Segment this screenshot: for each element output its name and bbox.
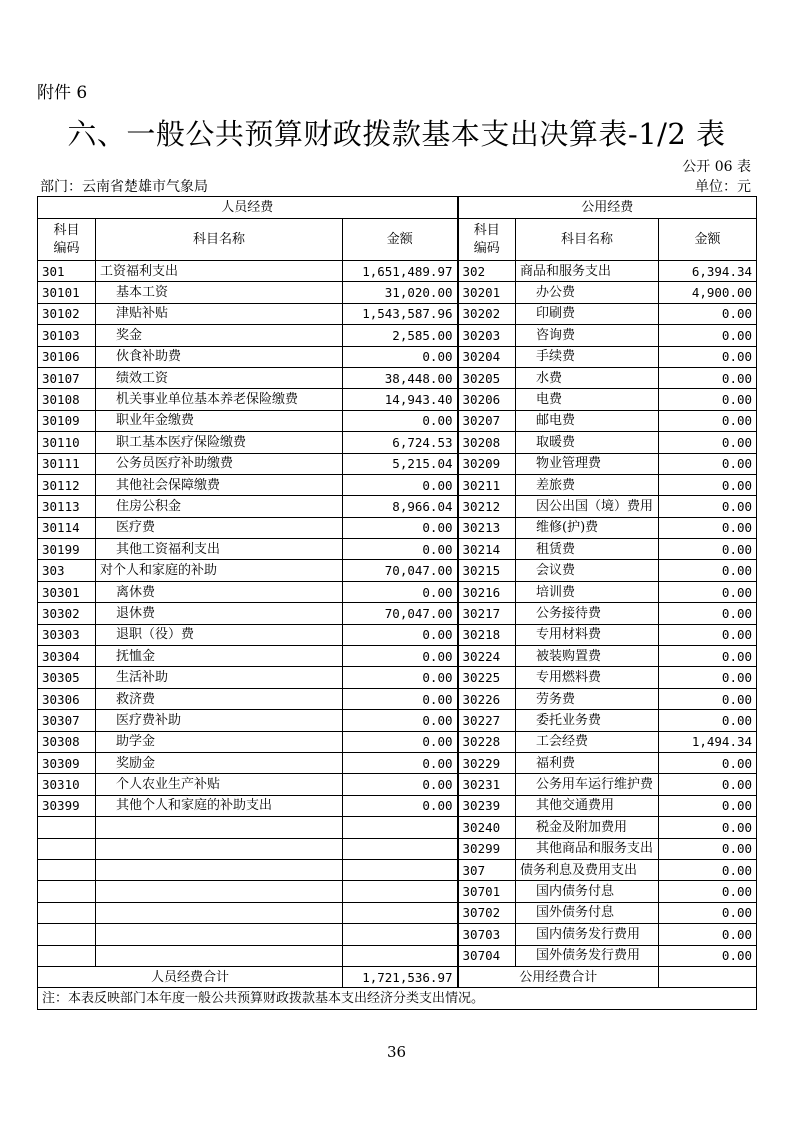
table-row (38, 688, 757, 709)
header-code-right: 科目 编码 (458, 219, 516, 261)
form-number: 公开 06 表 (682, 159, 751, 175)
table-row (38, 945, 757, 966)
left-name-cell: 其他社会保障缴费 (96, 474, 343, 495)
right-code-cell: 30218 (458, 624, 516, 645)
right-name-cell: 咨询费 (516, 325, 659, 346)
left-amount-cell: 2,585.00 (343, 325, 458, 346)
right-name-cell: 其他商品和服务支出 (516, 838, 659, 859)
right-name-cell: 取暖费 (516, 432, 659, 453)
right-name-cell: 债务利息及费用支出 (516, 859, 659, 880)
left-code-cell: 30199 (38, 539, 96, 560)
public-total-amount (659, 966, 757, 987)
right-code-cell: 30240 (458, 817, 516, 838)
right-code-cell: 302 (458, 261, 516, 282)
left-amount-cell (343, 881, 458, 902)
right-amount-cell: 0.00 (659, 410, 757, 431)
right-code-cell: 30701 (458, 881, 516, 902)
left-name-cell: 基本工资 (96, 282, 343, 303)
left-amount-cell (343, 838, 458, 859)
right-name-cell: 专用材料费 (516, 624, 659, 645)
left-code-cell: 30107 (38, 367, 96, 388)
right-name-cell: 水费 (516, 367, 659, 388)
personnel-total-amount: 1,721,536.97 (343, 966, 458, 987)
right-amount-cell: 0.00 (659, 881, 757, 902)
left-name-cell: 对个人和家庭的补助 (96, 560, 343, 581)
left-amount-cell (343, 859, 458, 880)
table-row (38, 902, 757, 923)
right-code-cell: 30229 (458, 752, 516, 773)
left-name-cell: 其他工资福利支出 (96, 539, 343, 560)
right-code-cell: 30224 (458, 646, 516, 667)
left-name-cell: 住房公积金 (96, 496, 343, 517)
left-code-cell: 303 (38, 560, 96, 581)
left-name-cell: 医疗费 (96, 517, 343, 538)
right-code-cell: 30217 (458, 603, 516, 624)
public-total-label: 公用经费合计 (458, 966, 659, 987)
table-row (38, 624, 757, 645)
left-code-cell: 30305 (38, 667, 96, 688)
table-row (38, 774, 757, 795)
right-code-cell: 30239 (458, 795, 516, 816)
left-amount-cell: 1,651,489.97 (343, 261, 458, 282)
right-name-cell: 差旅费 (516, 474, 659, 495)
left-code-cell: 30108 (38, 389, 96, 410)
table-row (38, 496, 757, 517)
left-code-cell: 30106 (38, 346, 96, 367)
left-name-cell: 公务员医疗补助缴费 (96, 453, 343, 474)
left-amount-cell (343, 902, 458, 923)
table-row (38, 859, 757, 880)
right-code-cell: 30215 (458, 560, 516, 581)
left-code-cell: 30110 (38, 432, 96, 453)
right-amount-cell: 6,394.34 (659, 261, 757, 282)
table-row (38, 389, 757, 410)
left-name-cell: 其他个人和家庭的补助支出 (96, 795, 343, 816)
expenditure-table (37, 196, 757, 1010)
section-header-row (38, 197, 757, 219)
right-amount-cell: 0.00 (659, 453, 757, 474)
left-amount-cell: 1,543,587.96 (343, 303, 458, 324)
column-header-row (38, 219, 757, 261)
right-name-cell: 国内债务发行费用 (516, 924, 659, 945)
right-code-cell: 30228 (458, 731, 516, 752)
right-code-cell: 30216 (458, 581, 516, 602)
right-name-cell: 税金及附加费用 (516, 817, 659, 838)
right-amount-cell: 0.00 (659, 752, 757, 773)
left-code-cell: 30303 (38, 624, 96, 645)
table-row (38, 838, 757, 859)
right-amount-cell: 0.00 (659, 838, 757, 859)
left-amount-cell (343, 817, 458, 838)
left-code-cell: 301 (38, 261, 96, 282)
left-code-cell: 30109 (38, 410, 96, 431)
table-row (38, 325, 757, 346)
table-row (38, 474, 757, 495)
left-amount-cell: 70,047.00 (343, 560, 458, 581)
header-amount-right: 金额 (659, 219, 757, 261)
left-name-cell: 奖金 (96, 325, 343, 346)
section-public: 公用经费 (458, 197, 757, 219)
personnel-total-label: 人员经费合计 (38, 966, 343, 987)
right-amount-cell: 0.00 (659, 517, 757, 538)
table-row (38, 581, 757, 602)
left-amount-cell: 31,020.00 (343, 282, 458, 303)
table-row (38, 752, 757, 773)
left-code-cell: 30102 (38, 303, 96, 324)
note-row (38, 988, 757, 1009)
left-amount-cell: 0.00 (343, 474, 458, 495)
page-number: 36 (386, 1043, 407, 1061)
right-name-cell: 电费 (516, 389, 659, 410)
left-amount-cell: 0.00 (343, 688, 458, 709)
left-code-cell: 30307 (38, 710, 96, 731)
right-amount-cell: 0.00 (659, 774, 757, 795)
left-amount-cell: 0.00 (343, 752, 458, 773)
right-name-cell: 国外债务付息 (516, 902, 659, 923)
left-name-cell (96, 945, 343, 966)
left-name-cell (96, 859, 343, 880)
left-amount-cell: 70,047.00 (343, 603, 458, 624)
right-name-cell: 因公出国（境）费用 (516, 496, 659, 517)
right-amount-cell: 1,494.34 (659, 731, 757, 752)
left-amount-cell: 5,215.04 (343, 453, 458, 474)
header-code-left: 科目 编码 (38, 219, 96, 261)
right-name-cell: 印刷费 (516, 303, 659, 324)
left-amount-cell: 0.00 (343, 646, 458, 667)
left-name-cell: 退休费 (96, 603, 343, 624)
left-amount-cell: 0.00 (343, 624, 458, 645)
right-name-cell: 公务接待费 (516, 603, 659, 624)
table-row (38, 667, 757, 688)
right-amount-cell: 0.00 (659, 646, 757, 667)
right-code-cell: 30212 (458, 496, 516, 517)
right-code-cell: 30702 (458, 902, 516, 923)
left-amount-cell: 14,943.40 (343, 389, 458, 410)
left-code-cell: 30399 (38, 795, 96, 816)
right-name-cell: 维修(护)费 (516, 517, 659, 538)
right-amount-cell: 0.00 (659, 688, 757, 709)
table-row (38, 603, 757, 624)
right-name-cell: 被装购置费 (516, 646, 659, 667)
left-amount-cell: 0.00 (343, 710, 458, 731)
right-amount-cell: 0.00 (659, 624, 757, 645)
left-amount-cell (343, 945, 458, 966)
table-row (38, 795, 757, 816)
table-row (38, 731, 757, 752)
right-name-cell: 其他交通费用 (516, 795, 659, 816)
header-name-right: 科目名称 (516, 219, 659, 261)
left-name-cell: 退职（役）费 (96, 624, 343, 645)
right-code-cell: 30205 (458, 367, 516, 388)
right-amount-cell: 0.00 (659, 389, 757, 410)
right-code-cell: 30226 (458, 688, 516, 709)
left-amount-cell (343, 924, 458, 945)
table-row (38, 560, 757, 581)
header-amount-left: 金额 (343, 219, 458, 261)
right-code-cell: 30204 (458, 346, 516, 367)
right-amount-cell: 0.00 (659, 902, 757, 923)
right-name-cell: 商品和服务支出 (516, 261, 659, 282)
right-amount-cell: 0.00 (659, 859, 757, 880)
totals-row (38, 966, 757, 987)
right-name-cell: 国内债务付息 (516, 881, 659, 902)
left-name-cell: 机关事业单位基本养老保险缴费 (96, 389, 343, 410)
left-name-cell: 绩效工资 (96, 367, 343, 388)
left-code-cell: 30306 (38, 688, 96, 709)
left-name-cell (96, 924, 343, 945)
left-name-cell: 救济费 (96, 688, 343, 709)
left-amount-cell: 0.00 (343, 410, 458, 431)
left-code-cell: 30304 (38, 646, 96, 667)
left-name-cell: 职工基本医疗保险缴费 (96, 432, 343, 453)
right-code-cell: 30201 (458, 282, 516, 303)
table-row (38, 432, 757, 453)
left-amount-cell: 0.00 (343, 774, 458, 795)
table-row (38, 646, 757, 667)
left-name-cell: 个人农业生产补贴 (96, 774, 343, 795)
left-code-cell (38, 838, 96, 859)
left-name-cell (96, 838, 343, 859)
right-code-cell: 30214 (458, 539, 516, 560)
left-code-cell: 30113 (38, 496, 96, 517)
left-name-cell: 生活补助 (96, 667, 343, 688)
table-row (38, 410, 757, 431)
left-name-cell (96, 881, 343, 902)
left-amount-cell: 0.00 (343, 539, 458, 560)
left-amount-cell: 8,966.04 (343, 496, 458, 517)
right-amount-cell: 4,900.00 (659, 282, 757, 303)
table-row (38, 710, 757, 731)
left-code-cell (38, 902, 96, 923)
left-amount-cell: 0.00 (343, 795, 458, 816)
right-name-cell: 福利费 (516, 752, 659, 773)
right-code-cell: 30231 (458, 774, 516, 795)
table-row (38, 261, 757, 282)
right-name-cell: 国外债务发行费用 (516, 945, 659, 966)
table-row (38, 924, 757, 945)
right-amount-cell: 0.00 (659, 945, 757, 966)
table-row (38, 817, 757, 838)
right-name-cell: 邮电费 (516, 410, 659, 431)
table-row (38, 303, 757, 324)
right-name-cell: 委托业务费 (516, 710, 659, 731)
left-code-cell (38, 881, 96, 902)
left-name-cell (96, 817, 343, 838)
right-name-cell: 手续费 (516, 346, 659, 367)
department-label: 部门：云南省楚雄市气象局 (40, 179, 208, 195)
table-row (38, 517, 757, 538)
right-code-cell: 30703 (458, 924, 516, 945)
table-row (38, 346, 757, 367)
left-amount-cell: 0.00 (343, 581, 458, 602)
right-code-cell: 30704 (458, 945, 516, 966)
attachment-label: 附件 6 (37, 83, 88, 103)
left-code-cell: 30310 (38, 774, 96, 795)
right-name-cell: 专用燃料费 (516, 667, 659, 688)
table-row (38, 539, 757, 560)
right-name-cell: 劳务费 (516, 688, 659, 709)
left-name-cell (96, 902, 343, 923)
right-name-cell: 物业管理费 (516, 453, 659, 474)
left-code-cell: 30301 (38, 581, 96, 602)
right-amount-cell: 0.00 (659, 325, 757, 346)
left-code-cell: 30103 (38, 325, 96, 346)
left-name-cell: 奖励金 (96, 752, 343, 773)
right-code-cell: 30227 (458, 710, 516, 731)
left-amount-cell: 0.00 (343, 517, 458, 538)
right-code-cell: 30206 (458, 389, 516, 410)
table-row (38, 282, 757, 303)
right-code-cell: 30299 (458, 838, 516, 859)
right-name-cell: 租赁费 (516, 539, 659, 560)
right-code-cell: 30211 (458, 474, 516, 495)
left-amount-cell: 0.00 (343, 731, 458, 752)
right-amount-cell: 0.00 (659, 496, 757, 517)
left-name-cell: 助学金 (96, 731, 343, 752)
table-row (38, 881, 757, 902)
right-amount-cell: 0.00 (659, 346, 757, 367)
left-code-cell: 30309 (38, 752, 96, 773)
right-amount-cell: 0.00 (659, 817, 757, 838)
right-code-cell: 30225 (458, 667, 516, 688)
right-amount-cell: 0.00 (659, 710, 757, 731)
right-amount-cell: 0.00 (659, 474, 757, 495)
right-amount-cell: 0.00 (659, 367, 757, 388)
page-title: 六、一般公共预算财政拨款基本支出决算表-1/2 表 (67, 117, 726, 151)
left-amount-cell: 0.00 (343, 346, 458, 367)
left-code-cell (38, 817, 96, 838)
left-code-cell (38, 945, 96, 966)
right-amount-cell: 0.00 (659, 667, 757, 688)
right-code-cell: 30208 (458, 432, 516, 453)
right-amount-cell: 0.00 (659, 432, 757, 453)
left-code-cell: 30114 (38, 517, 96, 538)
left-code-cell: 30112 (38, 474, 96, 495)
left-code-cell: 30101 (38, 282, 96, 303)
left-code-cell: 30308 (38, 731, 96, 752)
right-name-cell: 公务用车运行维护费 (516, 774, 659, 795)
left-amount-cell: 0.00 (343, 667, 458, 688)
right-code-cell: 30213 (458, 517, 516, 538)
left-code-cell: 30302 (38, 603, 96, 624)
left-amount-cell: 6,724.53 (343, 432, 458, 453)
right-code-cell: 30202 (458, 303, 516, 324)
right-code-cell: 30209 (458, 453, 516, 474)
left-name-cell: 离休费 (96, 581, 343, 602)
left-code-cell (38, 859, 96, 880)
right-amount-cell: 0.00 (659, 303, 757, 324)
left-name-cell: 伙食补助费 (96, 346, 343, 367)
left-name-cell: 职业年金缴费 (96, 410, 343, 431)
right-name-cell: 培训费 (516, 581, 659, 602)
left-name-cell: 抚恤金 (96, 646, 343, 667)
right-amount-cell: 0.00 (659, 795, 757, 816)
left-name-cell: 工资福利支出 (96, 261, 343, 282)
right-code-cell: 307 (458, 859, 516, 880)
left-amount-cell: 38,448.00 (343, 367, 458, 388)
left-code-cell (38, 924, 96, 945)
left-code-cell: 30111 (38, 453, 96, 474)
right-amount-cell: 0.00 (659, 560, 757, 581)
right-name-cell: 办公费 (516, 282, 659, 303)
right-amount-cell: 0.00 (659, 581, 757, 602)
right-amount-cell: 0.00 (659, 924, 757, 945)
right-amount-cell: 0.00 (659, 539, 757, 560)
right-name-cell: 工会经费 (516, 731, 659, 752)
right-code-cell: 30207 (458, 410, 516, 431)
right-name-cell: 会议费 (516, 560, 659, 581)
left-name-cell: 津贴补贴 (96, 303, 343, 324)
right-code-cell: 30203 (458, 325, 516, 346)
right-amount-cell: 0.00 (659, 603, 757, 624)
left-name-cell: 医疗费补助 (96, 710, 343, 731)
table-note: 注：本表反映部门本年度一般公共预算财政拨款基本支出经济分类支出情况。 (38, 988, 757, 1009)
table-row (38, 453, 757, 474)
table-row (38, 367, 757, 388)
unit-label: 单位：元 (695, 179, 751, 195)
header-name-left: 科目名称 (96, 219, 343, 261)
section-personnel: 人员经费 (38, 197, 458, 219)
